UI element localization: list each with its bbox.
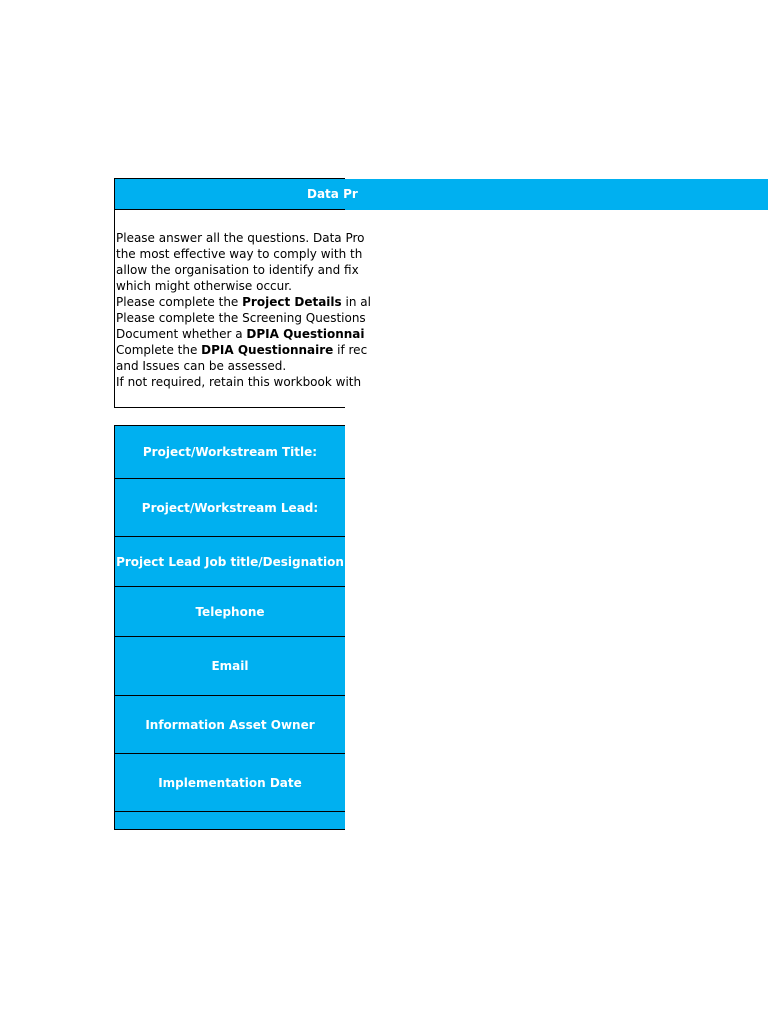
instruction-line-7: Document whether a DPIA Questionnai xyxy=(116,327,365,341)
row-information-asset-owner-label[interactable]: Information Asset Owner xyxy=(115,696,345,754)
instruction-line-2: the most effective way to comply with th xyxy=(116,247,363,261)
instruction-line-1: Please answer all the questions. Data Pro xyxy=(116,231,365,245)
row-project-lead-label[interactable]: Project/Workstream Lead: xyxy=(115,479,345,537)
instruction-line-6: Please complete the Screening Questions xyxy=(116,311,366,325)
instruction-line-10: If not required, retain this workbook with xyxy=(116,375,362,389)
row-empty[interactable] xyxy=(115,812,345,829)
instruction-line-3: allow the organisation to identify and fix xyxy=(116,263,359,277)
instruction-line-9: and Issues can be assessed. xyxy=(116,359,287,373)
header-band xyxy=(345,179,768,210)
row-implementation-date-label[interactable]: Implementation Date xyxy=(115,754,345,812)
instructions-box xyxy=(114,210,371,408)
row-project-title-label[interactable]: Project/Workstream Title: xyxy=(115,426,345,479)
row-telephone-label[interactable]: Telephone xyxy=(115,587,345,637)
header-title-cell xyxy=(114,178,358,210)
instruction-line-5: Please complete the Project Details in al xyxy=(116,295,371,309)
instruction-line-8: Complete the DPIA Questionnaire if rec xyxy=(116,343,368,357)
row-email-label[interactable]: Email xyxy=(115,637,345,696)
instruction-line-4: which might otherwise occur. xyxy=(116,279,292,293)
header-title: Data Pr xyxy=(307,187,358,201)
row-lead-job-title-label[interactable]: Project Lead Job title/Designation xyxy=(115,537,345,587)
project-details-table xyxy=(114,425,345,830)
